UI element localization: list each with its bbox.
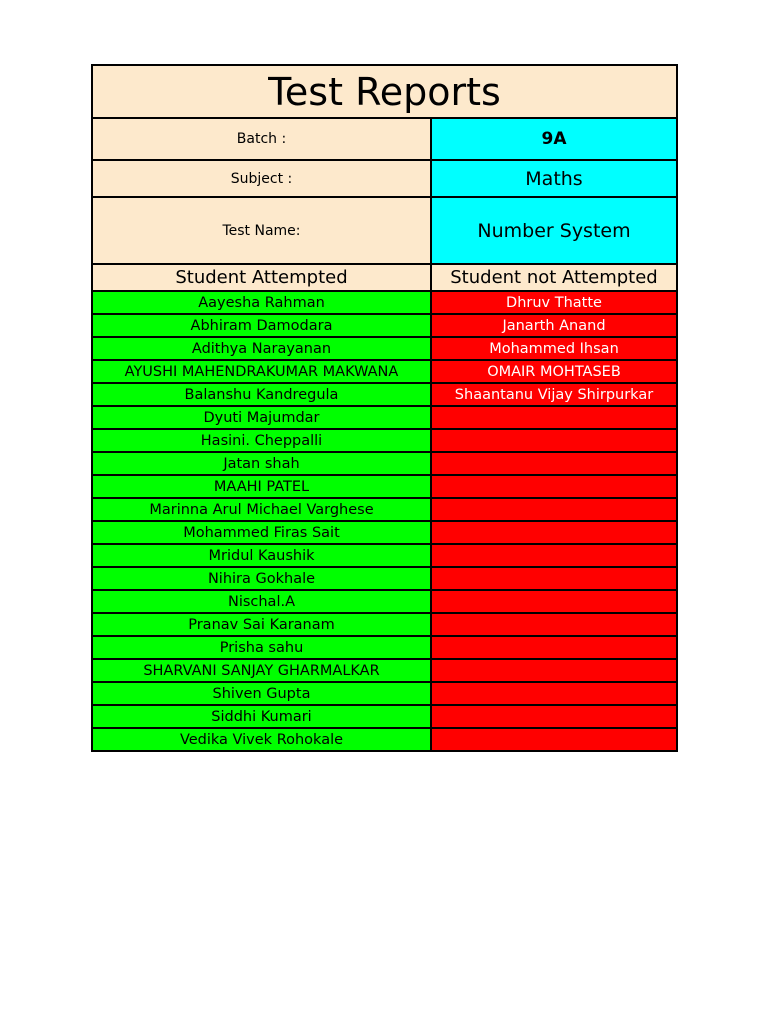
table-row [92, 659, 677, 682]
test-name-row [92, 197, 677, 264]
attempted-student-cell: Balanshu Kandregula [92, 383, 431, 406]
attempted-student-cell: Mridul Kaushik [92, 544, 431, 567]
attempted-student-cell: Prisha sahu [92, 636, 431, 659]
table-row [92, 337, 677, 360]
table-row [92, 360, 677, 383]
not-attempted-student-cell: Dhruv Thatte [431, 291, 677, 314]
not-attempted-student-cell [431, 452, 677, 475]
not-attempted-student-cell [431, 590, 677, 613]
student-rows [92, 291, 677, 751]
attempted-student-cell: SHARVANI SANJAY GHARMALKAR [92, 659, 431, 682]
attempted-student-cell: MAAHI PATEL [92, 475, 431, 498]
not-attempted-header: Student not Attempted [431, 264, 677, 291]
table-row [92, 291, 677, 314]
attempted-student-cell: Nihira Gokhale [92, 567, 431, 590]
not-attempted-student-cell: OMAIR MOHTASEB [431, 360, 677, 383]
attempted-student-cell: Mohammed Firas Sait [92, 521, 431, 544]
subject-label: Subject : [92, 160, 431, 197]
attempted-student-cell: Aayesha Rahman [92, 291, 431, 314]
not-attempted-student-cell [431, 613, 677, 636]
not-attempted-student-cell [431, 544, 677, 567]
table-row [92, 544, 677, 567]
attempted-student-cell: Siddhi Kumari [92, 705, 431, 728]
table-row [92, 429, 677, 452]
not-attempted-student-cell [431, 475, 677, 498]
batch-row [92, 118, 677, 160]
not-attempted-student-cell [431, 659, 677, 682]
not-attempted-student-cell [431, 521, 677, 544]
table-row [92, 590, 677, 613]
subject-value: Maths [431, 160, 677, 197]
table-row [92, 475, 677, 498]
test-report-sheet [91, 64, 678, 752]
not-attempted-student-cell: Mohammed Ihsan [431, 337, 677, 360]
table-row [92, 521, 677, 544]
table-row [92, 314, 677, 337]
not-attempted-student-cell [431, 429, 677, 452]
attempted-student-cell: Dyuti Majumdar [92, 406, 431, 429]
table-row [92, 636, 677, 659]
not-attempted-student-cell [431, 728, 677, 751]
attempted-student-cell: Shiven Gupta [92, 682, 431, 705]
not-attempted-student-cell: Janarth Anand [431, 314, 677, 337]
not-attempted-student-cell [431, 406, 677, 429]
table-row [92, 567, 677, 590]
title-row [92, 65, 677, 118]
column-header-row [92, 264, 677, 291]
attempted-student-cell: Hasini. Cheppalli [92, 429, 431, 452]
table-row [92, 705, 677, 728]
attempted-student-cell: Nischal.A [92, 590, 431, 613]
attempted-student-cell: Pranav Sai Karanam [92, 613, 431, 636]
not-attempted-student-cell [431, 705, 677, 728]
subject-row [92, 160, 677, 197]
attempted-student-cell: Jatan shah [92, 452, 431, 475]
not-attempted-student-cell [431, 682, 677, 705]
not-attempted-student-cell [431, 636, 677, 659]
not-attempted-student-cell [431, 498, 677, 521]
not-attempted-student-cell: Shaantanu Vijay Shirpurkar [431, 383, 677, 406]
attempted-student-cell: Vedika Vivek Rohokale [92, 728, 431, 751]
table-row [92, 383, 677, 406]
table-row [92, 498, 677, 521]
table-row [92, 452, 677, 475]
attempted-header: Student Attempted [92, 264, 431, 291]
batch-label: Batch : [92, 118, 431, 160]
test-name-label: Test Name: [92, 197, 431, 264]
attempted-student-cell: AYUSHI MAHENDRAKUMAR MAKWANA [92, 360, 431, 383]
table-row [92, 682, 677, 705]
attempted-student-cell: Marinna Arul Michael Varghese [92, 498, 431, 521]
not-attempted-student-cell [431, 567, 677, 590]
attempted-student-cell: Adithya Narayanan [92, 337, 431, 360]
report-title: Test Reports [92, 65, 677, 118]
batch-value: 9A [431, 118, 677, 160]
table-row [92, 728, 677, 751]
test-name-value: Number System [431, 197, 677, 264]
table-row [92, 406, 677, 429]
attempted-student-cell: Abhiram Damodara [92, 314, 431, 337]
table-row [92, 613, 677, 636]
